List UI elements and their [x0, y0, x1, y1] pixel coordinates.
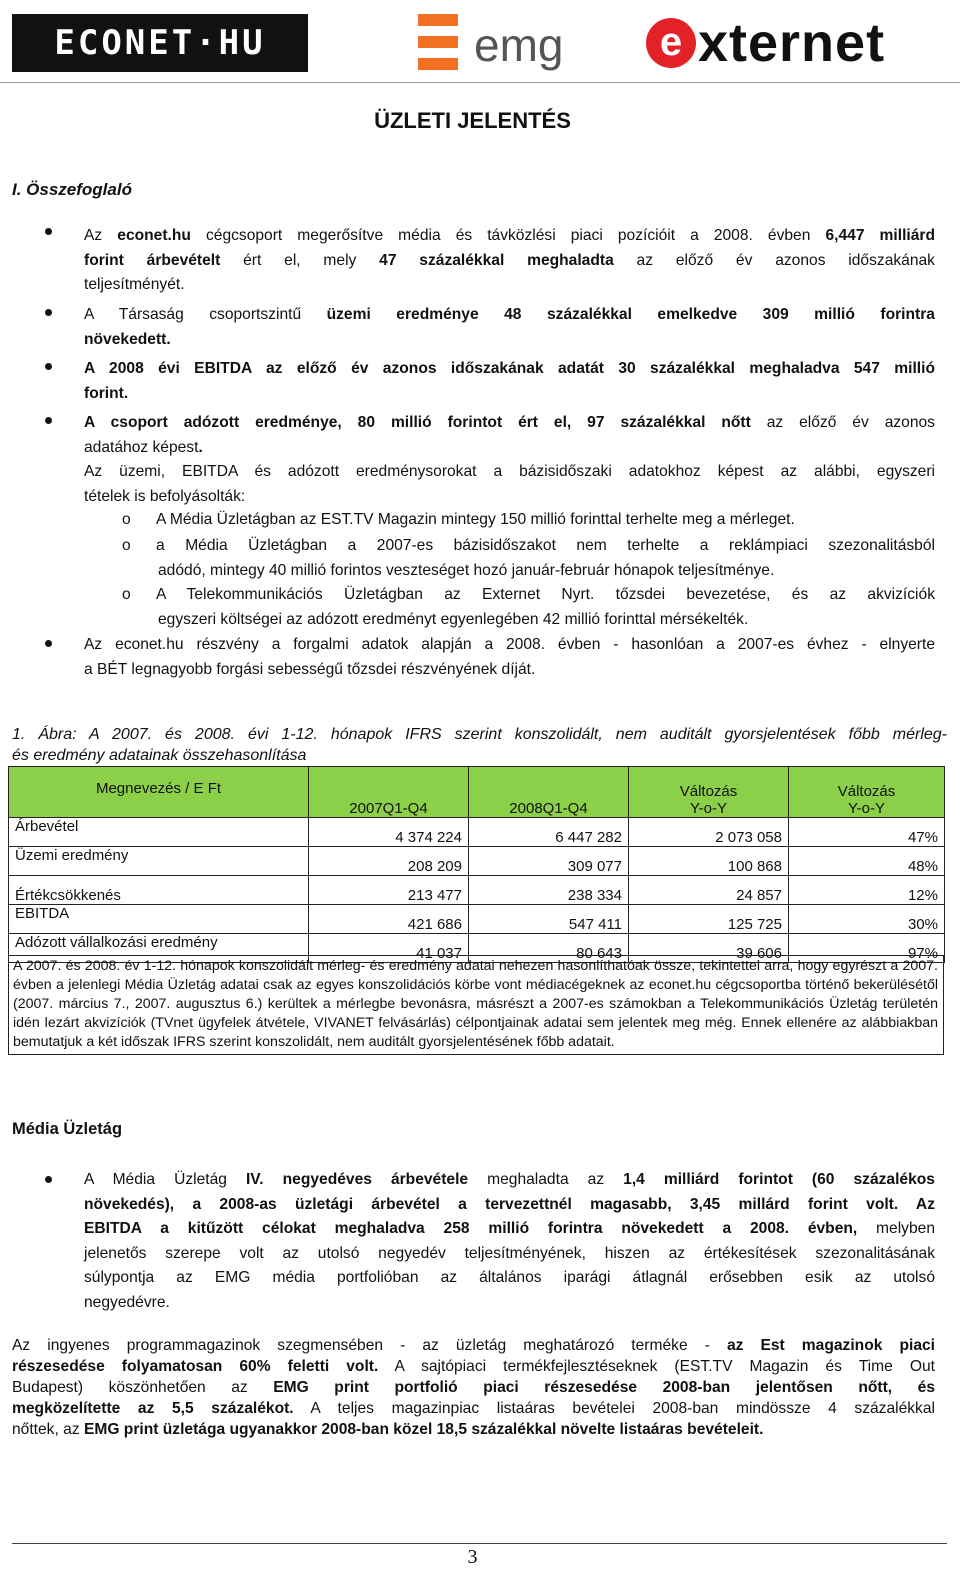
emg-logo-text: emg	[474, 19, 564, 71]
sub-marker: o	[122, 537, 131, 554]
bullet-text-2: A Társaság csoportszintű üzemi eredménye 48 százalékkal emelkedve 309 millió forintra növekedett.	[84, 306, 935, 348]
section-heading-media: Média Üzletág	[12, 1120, 123, 1138]
row-label: Árbevétel	[9, 818, 309, 847]
cell-pct: 48%	[789, 847, 945, 876]
externet-logo-text: xternet	[698, 13, 886, 73]
sub-marker: o	[122, 511, 131, 528]
cell-change: 24 857	[629, 876, 789, 905]
col-header-2007: 2007Q1-Q4	[309, 767, 469, 818]
cell-2008: 6 447 282	[469, 818, 629, 847]
row-label: Üzemi eredmény	[9, 847, 309, 876]
table-row	[9, 905, 945, 934]
col-header-name: Megnevezés / E Ft	[9, 767, 309, 818]
cell-2008: 309 077	[469, 847, 629, 876]
cell-change: 100 868	[629, 847, 789, 876]
col-header-change-pct: Változás Y-o-Y	[789, 767, 945, 818]
sub-item-3: A Telekommunikációs Üzletágban az Externet Nyrt. tőzsdei bevezetése, és az akvizíciók egyszeri költségei az adózott eredményt egyenlegében 42 millió forinttal mérsékelték.	[156, 586, 935, 628]
table-header-row	[9, 767, 945, 818]
cell-2008: 238 334	[469, 876, 629, 905]
financial-table	[8, 766, 945, 963]
cell-2007: 213 477	[309, 876, 469, 905]
externet-logo	[646, 14, 946, 72]
header-logos	[0, 0, 960, 83]
sub-item-1: A Média Üzletágban az EST.TV Magazin mintegy 150 millió forinttal terhelte meg a mérleget.	[156, 511, 795, 528]
page-number: 3	[467, 1546, 478, 1568]
row-label: Értékcsökkenés	[9, 876, 309, 905]
bullet-icon	[44, 417, 54, 427]
table-note: A 2007. és 2008. év 1-12. hónapok konszolidált mérleg- és eredmény adatai nehezen hasonlíthatóak össze, tekintettel arra, hogy egyrészt a 2007. évben a jelenlegi Média Üzletág adatai csak az egyes konszolidációs körbe vont médiacégeknek az econet.hu cégcsoportba történő bekerülésétől (2007. március 7., 2007. augusztus 6.) kerültek a mérlegbe bevonásra, másrészt a 2007-es számokban a Telekommunikációs Üzletág területén idén lezárt akvizíciók (TVnet ügyfelek átvétele, VIVANET felvásárlás) célpontjainak adatai sem jelentek meg még. Ennek ellenére az alábbiakban bemutatjuk a két időszak IFRS szerint konszolidált, nem auditált gyorsjelentésének főbb adatait.	[8, 955, 944, 1055]
sub-item-2: a Média Üzletágban a 2007-es bázisidőszakot nem terhelte a reklámpiaci szezonalitásból adódó, mintegy 40 millió forintos veszteséget hozó január-február hónapok teljesítménye.	[156, 537, 935, 579]
bullet-text-1: Az econet.hu cégcsoport megerősítve média és távközlési piaci pozícióit a 2008. évben 6,447 milliárd forint árbevételt ért el, mely 47 százalékkal meghaladta az előző év azonos időszakának teljesítményét.	[84, 227, 936, 294]
report-title: ÜZLETI JELENTÉS	[374, 108, 571, 133]
table-row	[9, 876, 945, 905]
cell-2007: 208 209	[309, 847, 469, 876]
cell-2007: 41 037	[309, 934, 469, 963]
emg-logo	[418, 12, 578, 76]
bullet-text-3: A 2008 évi EBITDA az előző év azonos időszakának adatát 30 százalékkal meghaladva 547 millió forint.	[84, 360, 935, 402]
bullet-icon	[44, 363, 54, 373]
cell-pct: 30%	[789, 905, 945, 934]
bullet-icon	[44, 228, 54, 238]
bullet-icon	[44, 1176, 54, 1186]
emg-bars-icon	[418, 14, 458, 74]
bullet-text-5: Az econet.hu részvény a forgalmi adatok alapján a 2008. évben - hasonlóan a 2007-es évhez - elnyerte a BÉT legnagyobb forgási sebességű tőzsdei részvényének díját.	[84, 636, 935, 678]
sub-marker: o	[122, 586, 131, 603]
cell-change: 2 073 058	[629, 818, 789, 847]
cell-pct: 47%	[789, 818, 945, 847]
cell-pct: 97%	[789, 934, 945, 963]
table-row	[9, 847, 945, 876]
cell-2008: 80 643	[469, 934, 629, 963]
row-label: EBITDA	[9, 905, 309, 934]
externet-e-icon: e	[646, 18, 696, 68]
col-header-change: Változás Y-o-Y	[629, 767, 789, 818]
media-bullet-text: A Média Üzletág IV. negyedéves árbevétele meghaladta az 1,4 milliárd forintot (60 százalékos növekedés), a 2008-as üzletági árbevétel a tervezettnél magasabb, 3,45 millárd forint volt. Az EBITDA a kitűzött célokat meghaladva 258 millió forintra növekedett a 2008. évben, melyben jelenetős szerepe volt az utolsó negyedév teljesítményének, hiszen az értékesítések szezonalitásának súlypontja az EMG média portfolióban az általános iparági átlagnál erősebben esik az utolsó negyedévre.	[84, 1171, 935, 1311]
bullet-text-4: A csoport adózott eredménye, 80 millió forintot ért el, 97 százalékkal nőtt az előző év azonos adatához képest. Az üzemi, EBITDA és adózott eredménysorokat a bázisidőszaki adatokhoz képest az alábbi, egyszeri tételek is befolyásolták:	[84, 414, 935, 505]
media-paragraph: Az ingyenes programmagazinok szegmensében - az üzletág meghatározó terméke - az Est magazinok piaci részesedése folyamatosan 60% feletti volt. A sajtópiaci termékfejlesztéseknek (EST.TV Magazin és Time Out Budapest) köszönhetően az EMG print portfolió piaci részesedése 2008-ban jelentősen nőtt, és megközelítette az 5,5 százalékot. A teljes magazinpiac listaáras bevételei 2008-ban mindössze 4 százalékkal nőttek, az EMG print üzletága ugyanakkor 2008-ban közel 18,5 százalékkal növelte listaáras bevételeit.	[12, 1337, 935, 1438]
cell-2007: 4 374 224	[309, 818, 469, 847]
row-label: Adózott vállalkozási eredmény	[9, 934, 309, 963]
table-row	[9, 818, 945, 847]
bullet-icon	[44, 309, 54, 319]
cell-2007: 421 686	[309, 905, 469, 934]
section-heading: I. Összefoglaló	[12, 180, 132, 199]
cell-pct: 12%	[789, 876, 945, 905]
figure-caption: 1. Ábra: A 2007. és 2008. évi 1-12. hónapok IFRS szerint konszolidált, nem auditált gyorsjelentések főbb mérleg- és eredmény adatainak összehasonlítása	[12, 726, 947, 764]
col-header-2008: 2008Q1-Q4	[469, 767, 629, 818]
bullet-icon	[44, 640, 54, 650]
footer-divider	[12, 1543, 947, 1544]
cell-change: 125 725	[629, 905, 789, 934]
cell-change: 39 606	[629, 934, 789, 963]
econet-logo: ECONET·HU	[12, 14, 308, 72]
cell-2008: 547 411	[469, 905, 629, 934]
